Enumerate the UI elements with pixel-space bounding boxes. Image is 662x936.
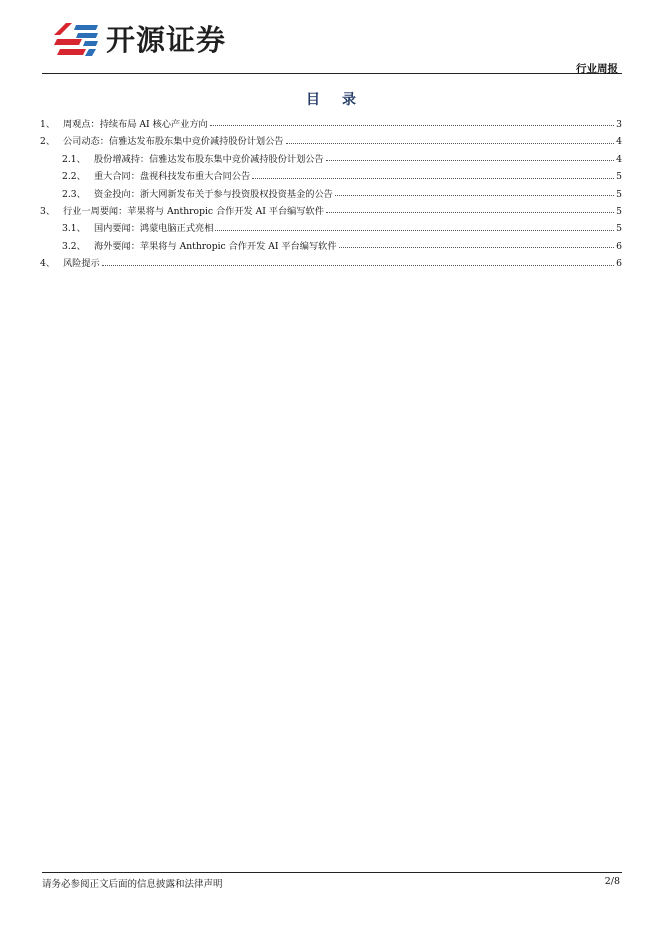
toc-leader-dots — [335, 195, 614, 196]
toc-entry-label: 行业一周要闻：苹果将与 Anthropic 合作开发 AI 平台编写软件 — [63, 205, 324, 217]
toc-entry-number: 2.3、 — [62, 188, 86, 200]
toc-entry-number: 2.1、 — [62, 153, 86, 165]
toc-subentry[interactable] — [40, 220, 622, 237]
report-type-label: 行业周报 — [576, 63, 618, 75]
toc-entry-page: 5 — [616, 223, 622, 235]
toc-leader-dots — [252, 178, 614, 179]
toc-entry-number: 3.2、 — [62, 240, 86, 252]
toc-entry-label: 风险提示 — [63, 258, 100, 270]
toc-entry-page: 4 — [616, 136, 622, 148]
toc-entry-label: 海外要闻：苹果将与 Anthropic 合作开发 AI 平台编写软件 — [94, 240, 337, 252]
toc-title: 目录 — [306, 92, 378, 108]
toc-entry-page: 3 — [616, 119, 622, 130]
toc-entry-number: 3、 — [40, 205, 56, 217]
toc-entry-number: 3.1、 — [62, 223, 86, 235]
page-number: 2/8 — [604, 876, 620, 887]
disclaimer-note: 请务必参阅正文后面的信息披露和法律声明 — [42, 879, 223, 890]
toc-entry-label: 周观点：持续布局 AI 核心产业方向 — [63, 119, 208, 130]
toc-entry-label: 国内要闻：鸿蒙电脑正式亮相 — [94, 223, 214, 235]
toc-entry-label: 股份增减持：信雅达发布股东集中竞价减持股份计划公告 — [94, 153, 324, 165]
toc-entry[interactable] — [40, 116, 622, 133]
logo-mark-icon — [52, 19, 100, 59]
toc-entry-number: 4、 — [40, 258, 56, 270]
toc-subentry[interactable] — [40, 168, 622, 185]
toc-subentry[interactable] — [40, 186, 622, 203]
table-of-contents — [40, 116, 622, 273]
toc-leader-dots — [286, 143, 615, 144]
toc-entry-page: 4 — [616, 153, 622, 165]
toc-entry[interactable] — [40, 133, 622, 150]
toc-entry-label: 公司动态：信雅达发布股东集中竞价减持股份计划公告 — [63, 136, 284, 148]
toc-subentry[interactable] — [40, 151, 622, 168]
toc-entry-page: 5 — [616, 205, 622, 217]
toc-entry-label: 资金投向：浙大网新发布关于参与投资股权投资基金的公告 — [94, 188, 333, 200]
header-divider — [42, 73, 622, 74]
footer-divider — [42, 872, 622, 873]
toc-leader-dots — [339, 247, 615, 248]
toc-leader-dots — [215, 230, 614, 231]
toc-entry-number: 1、 — [40, 119, 56, 130]
toc-entry-page: 6 — [616, 258, 622, 270]
toc-entry-page: 5 — [616, 171, 622, 183]
logo-text: 开源证券 — [106, 23, 227, 57]
toc-subentry[interactable] — [40, 238, 622, 255]
toc-entry-number: 2、 — [40, 136, 56, 148]
toc-entry-page: 5 — [616, 188, 622, 200]
toc-entry-number: 2.2、 — [62, 171, 86, 183]
toc-leader-dots — [326, 160, 614, 161]
toc-leader-dots — [326, 212, 614, 213]
toc-leader-dots — [102, 265, 614, 266]
toc-entry[interactable] — [40, 203, 622, 220]
toc-leader-dots — [210, 125, 614, 126]
brand-logo — [52, 18, 226, 59]
toc-entry-label: 重大合同：盘视科技发布重大合同公告 — [94, 171, 251, 183]
toc-entry-page: 6 — [616, 240, 622, 252]
toc-entry[interactable] — [40, 255, 622, 272]
